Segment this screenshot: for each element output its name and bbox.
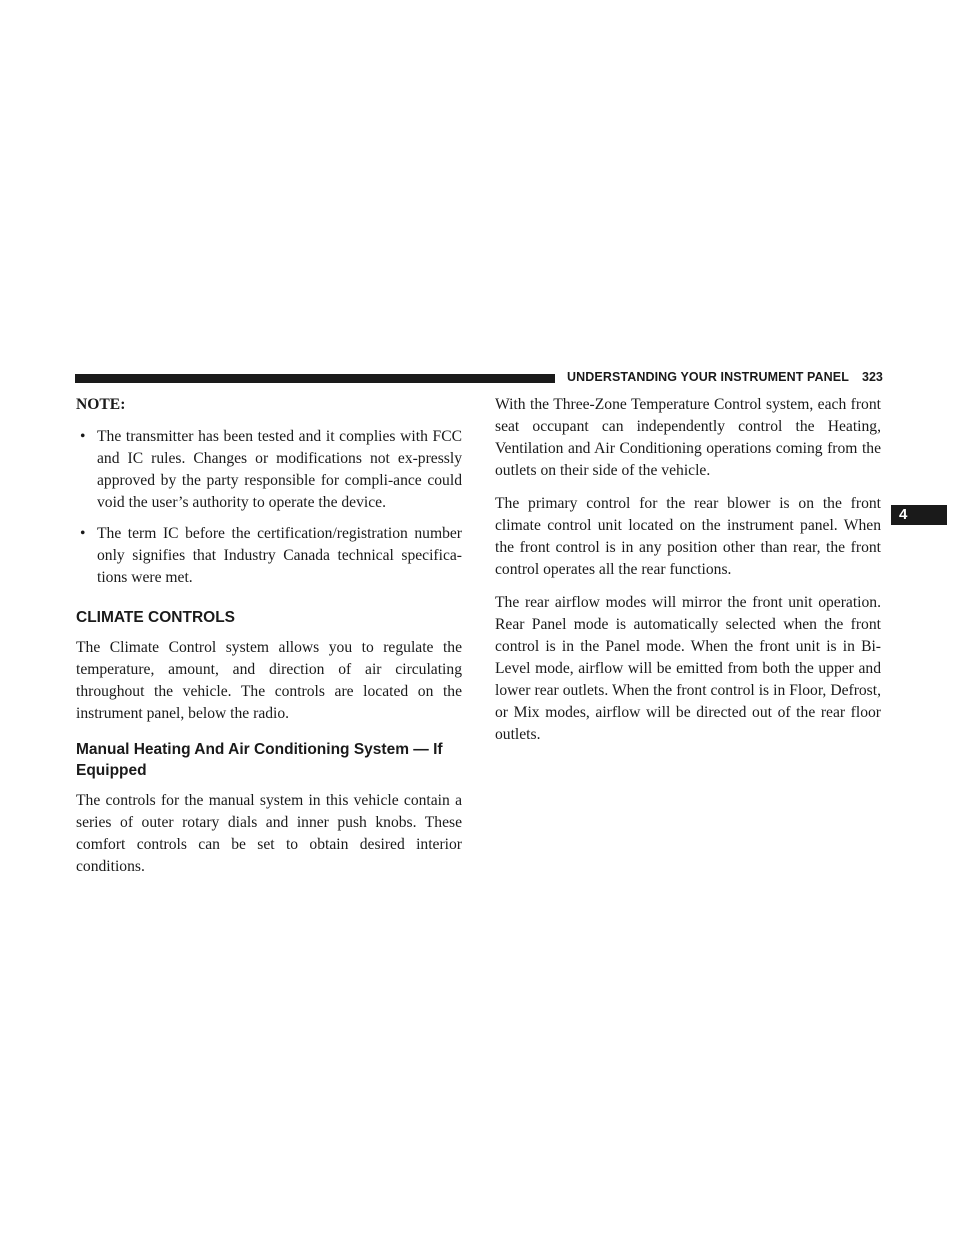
section-paragraph: The Climate Control system allows you to regulate the temperature, amount, and direction of air circulating throughout the vehicle. The controls are located on the instrument panel, below the radio. xyxy=(76,639,462,722)
body-paragraph: With the Three-Zone Temperature Control system, each front seat occupant can independently control the Heating, Ventilation and Air Conditioning operations coming from the outlets on their side of the vehicle. xyxy=(495,396,881,479)
running-header-title: UNDERSTANDING YOUR INSTRUMENT PANEL xyxy=(567,370,849,384)
page-number: 323 xyxy=(862,370,883,384)
chapter-tab xyxy=(891,505,947,525)
section-heading: CLIMATE CONTROLS xyxy=(76,609,236,626)
chapter-tab-number: 4 xyxy=(899,506,908,523)
note-bullet-list xyxy=(76,426,462,589)
bullet-dot-icon: • xyxy=(80,428,86,445)
bullet-dot-icon: • xyxy=(80,525,86,542)
note-label: NOTE: xyxy=(76,396,126,413)
note-bullet-item xyxy=(76,426,462,514)
note-bullet-text: The transmitter has been tested and it complies with FCC and IC rules. Changes or modifications not ex-pressly approved by the party responsible for compli-ance could void the user’s authority to operate the device. xyxy=(97,428,462,511)
body-paragraph: The primary control for the rear blower is on the front climate control unit located on the instrument panel. When the front control is in any position other than rear, the front control operates all the rear functions. xyxy=(495,495,881,578)
note-bullet-text: The term IC before the certification/registration number only signifies that Industry Canada technical specifica-tions were met. xyxy=(97,525,462,586)
body-paragraph: The rear airflow modes will mirror the front unit operation. Rear Panel mode is automatically selected when the front control is in the Panel mode. When the front unit is in Bi-Level mode, airflow will be emitted from both the upper and lower rear outlets. When the front control is in Floor, Defrost, or Mix modes, airflow will be directed out of the rear floor outlets. xyxy=(495,594,881,743)
subsection-heading: Manual Heating And Air Conditioning System — If Equipped xyxy=(76,741,443,779)
right-column xyxy=(495,394,881,757)
note-bullet-item xyxy=(76,523,462,589)
left-column xyxy=(76,394,462,889)
subsection-paragraph: The controls for the manual system in this vehicle contain a series of outer rotary dials and inner push knobs. These comfort controls can be set to obtain desired interior conditions. xyxy=(76,792,462,875)
header-rule xyxy=(75,374,555,383)
